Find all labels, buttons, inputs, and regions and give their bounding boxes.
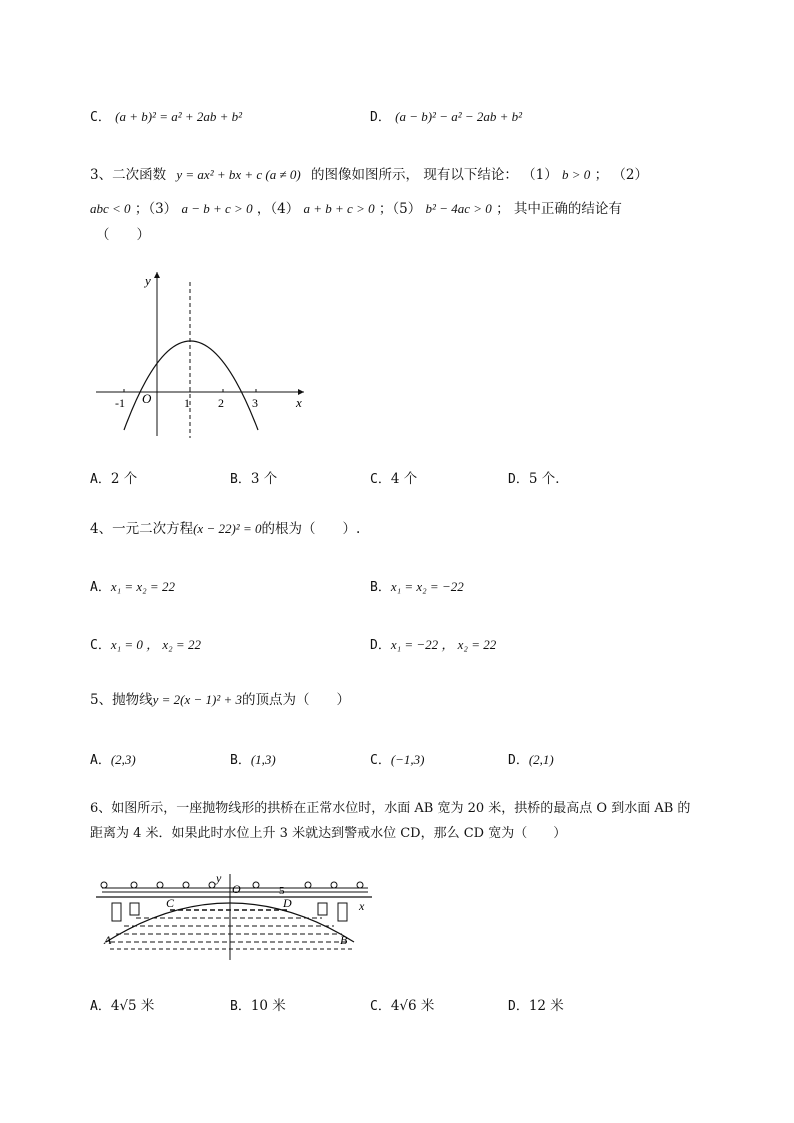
bridge-label-o: O <box>232 882 241 896</box>
q5-option-a: A．(2,3) <box>90 752 136 768</box>
q5-equation: y = 2(x − 1)² + 3 <box>152 692 243 707</box>
q3-option-c: C．4 个 <box>370 471 418 487</box>
q5-option-b: B．(1,3) <box>230 752 276 768</box>
q6-option-a: A．4√5 米 <box>90 998 155 1014</box>
q3-stem-line2: abc < 0 ；（3） a − b + c > 0 ，（4） a + b + c > 0 ；（5） b² − 4ac > 0 ； 其中正确的结论有 <box>90 201 622 217</box>
bridge-label-c: C <box>166 896 175 910</box>
q3-option-a: A．2 个 <box>90 471 138 487</box>
q4-option-b: B．x₁ = x₂ = −22 <box>370 579 464 595</box>
q3-option-b: B．3 个 <box>230 471 278 487</box>
q2-option-d-formula: (a − b)² − a² − 2ab + b² <box>395 109 523 124</box>
tick-label-neg1: -1 <box>115 396 125 410</box>
q3-answer-paren: （ ） <box>96 227 150 243</box>
bridge-label-d: D <box>283 896 292 910</box>
q6-option-c: C．4√6 米 <box>370 998 435 1014</box>
q6-stem-line1: 6、如图所示，一座抛物线形的拱桥在正常水位时，水面 AB 宽为 20 米，拱桥的最高点 O 到水面 AB 的 <box>90 801 691 816</box>
q3-function: y = ax² + bx + c (a ≠ 0) <box>176 167 301 182</box>
q2-option-d: D． (a − b)² − a² − 2ab + b² <box>370 109 523 125</box>
y-axis-label: y <box>145 273 151 288</box>
q3-stem-line1: 3、二次函数 y = ax² + bx + c (a ≠ 0) 的图像如图所示， 现有以下结论： （1） b > 0 ； （2） <box>90 167 648 183</box>
q6-bridge-figure <box>96 870 376 962</box>
q4-option-c: C．x₁ = 0 ， x₂ = 22 <box>90 637 201 653</box>
bridge-label-b: B <box>340 933 348 947</box>
parabola-curve <box>124 341 258 430</box>
bridge-label-5: 5 <box>279 885 285 897</box>
q6-option-d: D．12 米 <box>508 998 564 1014</box>
q6-option-b: B．10 米 <box>230 998 286 1014</box>
q2-option-c-formula: (a + b)² = a² + 2ab + b² <box>115 109 243 124</box>
tick-label-3: 3 <box>252 396 258 410</box>
q4-option-d: D．x₁ = −22 ， x₂ = 22 <box>370 637 497 653</box>
q5-stem: 5、抛物线y = 2(x − 1)² + 3的顶点为（ ） <box>90 692 351 708</box>
x-axis-label: x <box>296 395 302 410</box>
q5-option-d: D．(2,1) <box>508 752 554 768</box>
bridge-label-x: x <box>359 899 365 913</box>
q4-equation: (x − 22)² = 0 <box>193 521 262 536</box>
tick-label-2: 2 <box>218 396 224 410</box>
q6-stem-line2: 距离为 4 米．如果此时水位上升 3 米就达到警戒水位 CD，那么 CD 宽为（ ） <box>90 826 567 841</box>
origin-label: O <box>142 391 152 406</box>
q4-stem: 4、一元二次方程(x − 22)² = 0的根为（ ）. <box>90 521 361 537</box>
bridge-label-y: y <box>216 871 222 885</box>
tick-label-1: 1 <box>184 396 190 410</box>
q5-option-c: C．(−1,3) <box>370 752 425 768</box>
q3-option-d: D．5 个． <box>508 471 569 487</box>
q4-option-a: A．x₁ = x₂ = 22 <box>90 579 175 595</box>
q3-parabola-graph <box>90 262 320 442</box>
q2-option-c: C． (a + b)² = a² + 2ab + b² <box>90 109 243 125</box>
bridge-label-a: A <box>104 933 112 947</box>
